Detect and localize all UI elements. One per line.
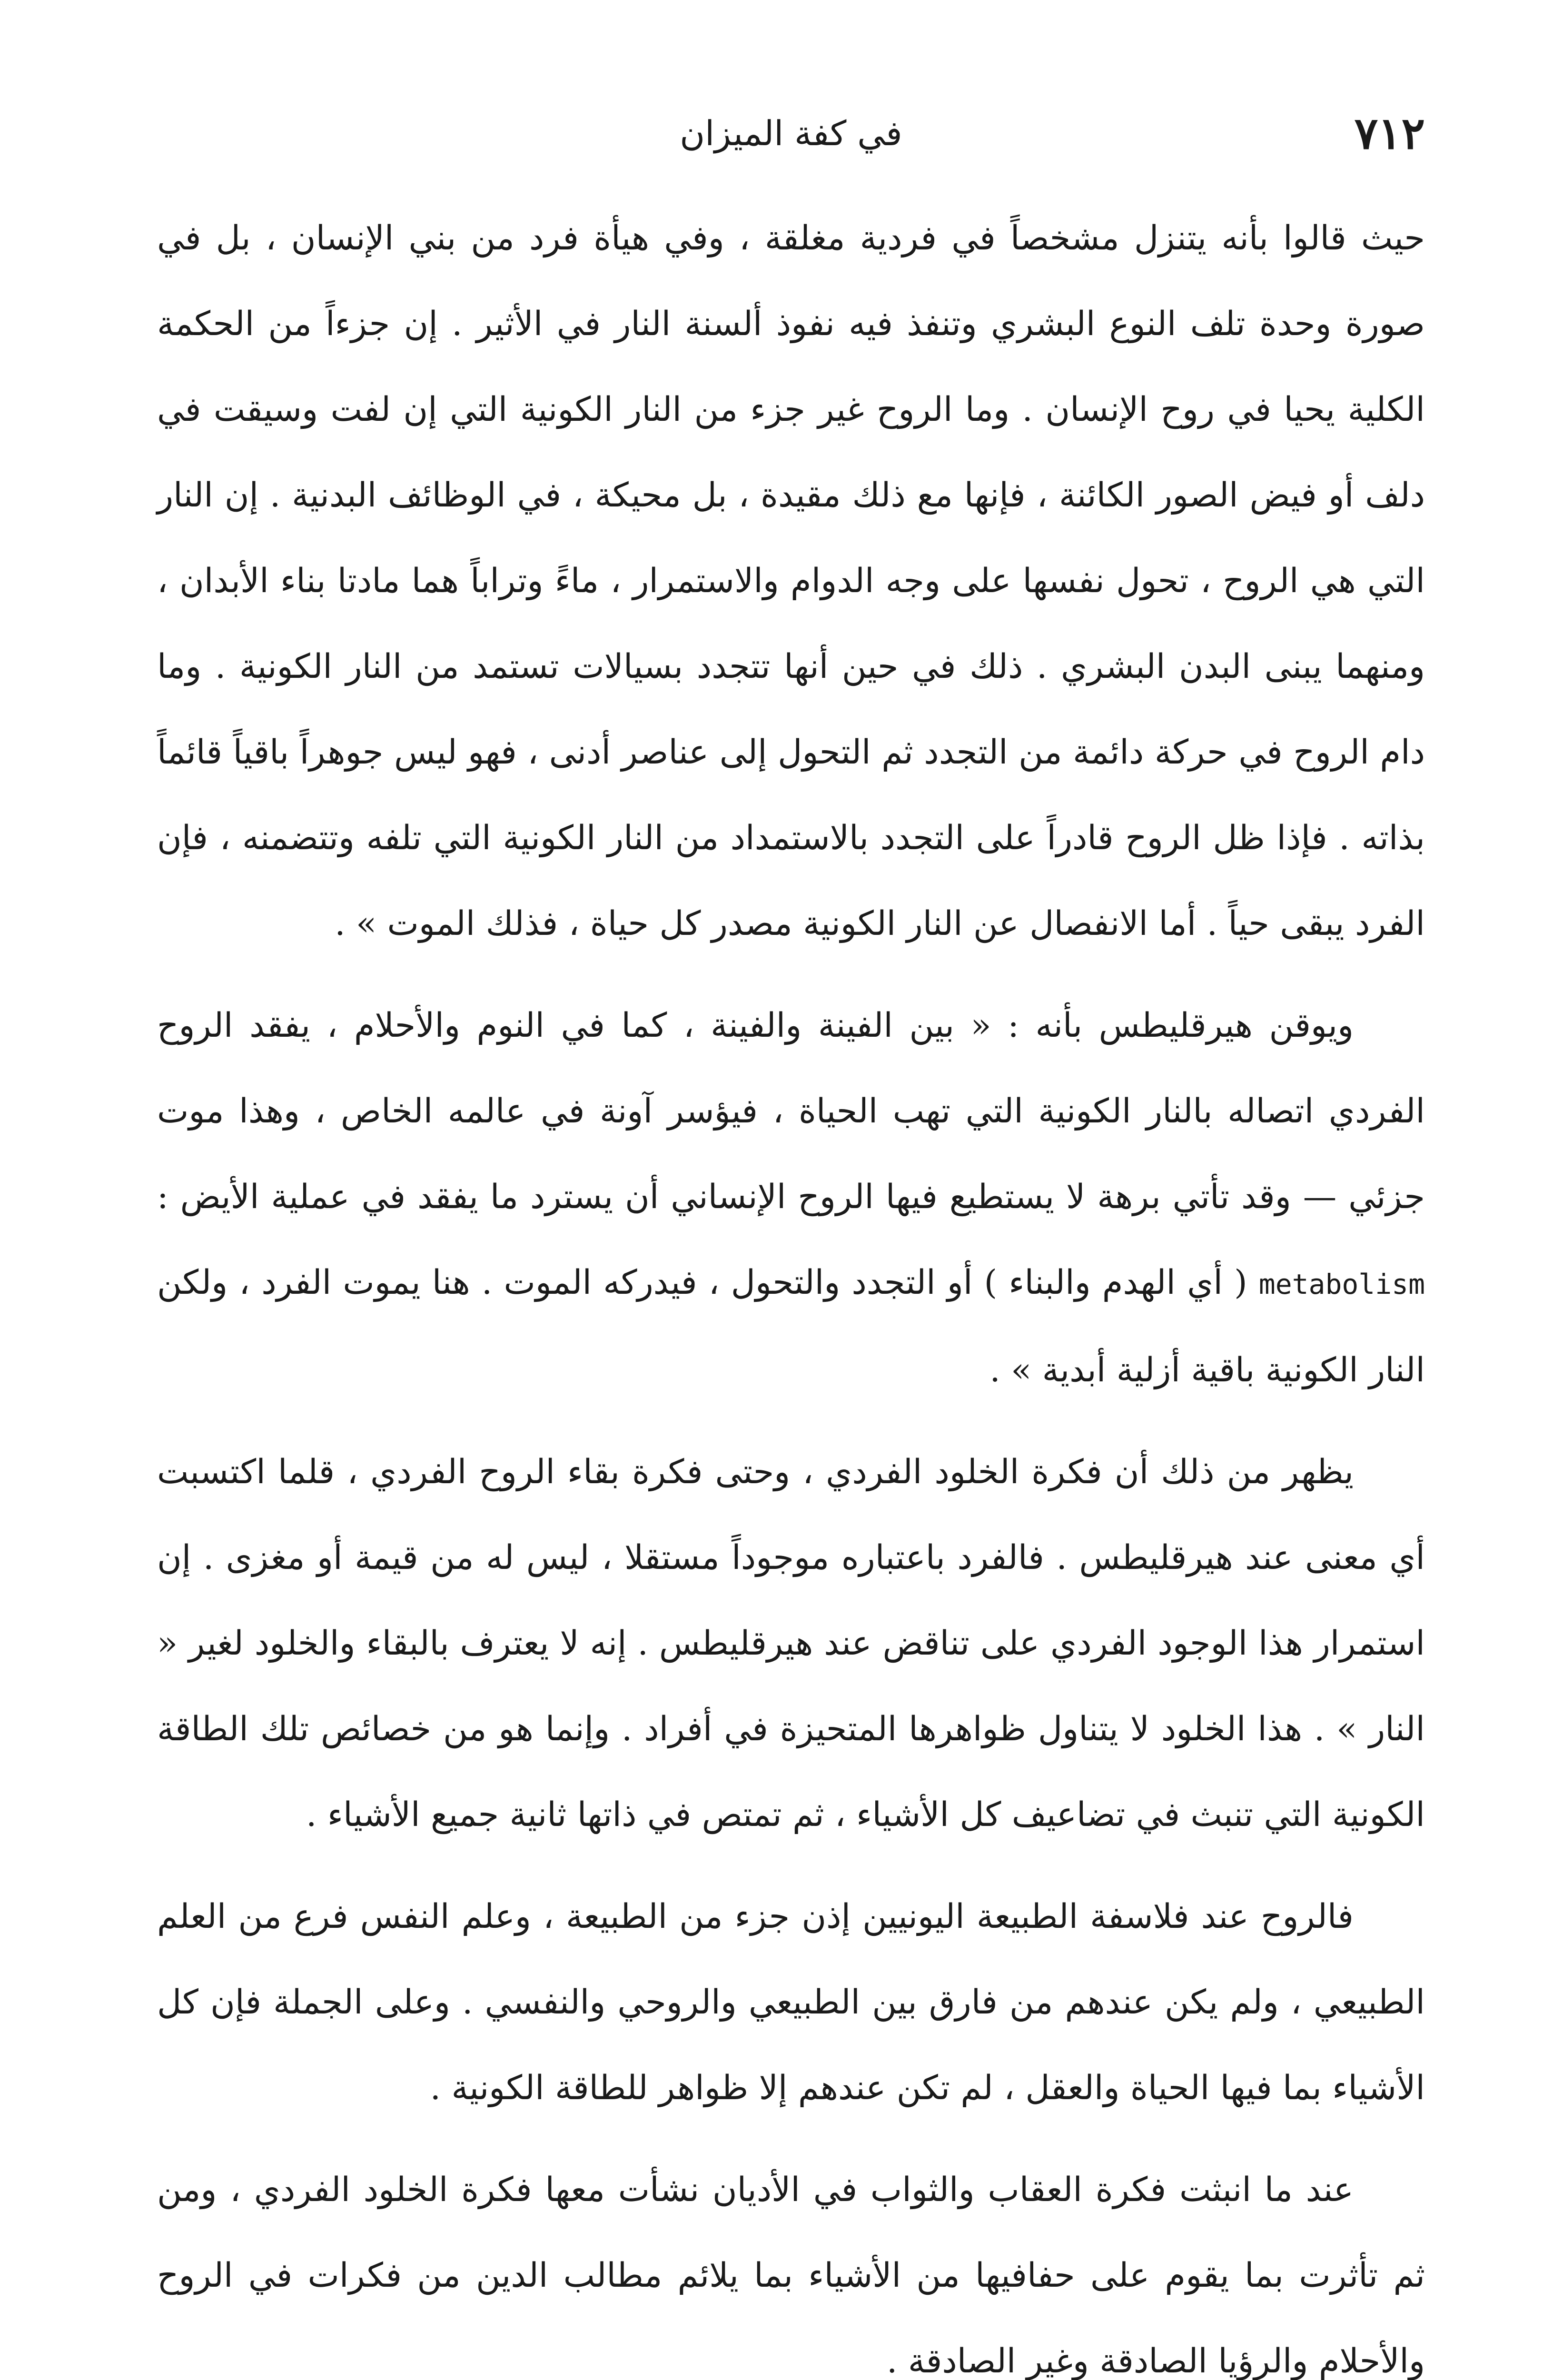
running-title: في كفة الميزان — [680, 113, 902, 153]
latin-term: metabolism — [1258, 1268, 1425, 1300]
paragraph-2-text-after: ( أي الهدم والبناء ) أو التجدد والتحول ، فيدركه الموت . هنا يموت الفرد ، ولكن النار الكونية باقية أزلية أبدية » . — [157, 1263, 1425, 1389]
paragraph-1: حيث قالوا بأنه يتنزل مشخصاً في فردية مغلقة ، وفي هيأة فرد من بني الإنسان ، بل في صورة وحدة تلف النوع البشري وتنفذ فيه نفوذ ألسنة النار في الأثير . إن جزءاً من الحكمة الكلية يحيا في روح الإنسان . وما الروح غير جزء من النار الكونية التي إن لفت وسيقت في دلف أو فيض الصور الكائنة ، فإنها مع ذلك مقيدة ، بل محيكة ، في الوظائف البدنية . إن النار التي هي الروح ، تحول نفسها على وجه الدوام والاستمرار ، ماءً وتراباً هما مادتا بناء الأبدان ، ومنهما يبنى البدن البشري . ذلك في حين أنها تتجدد بسيالات تستمد من النار الكونية . وما دام الروح في حركة دائمة من التجدد ثم التحول إلى عناصر أدنى ، فهو ليس جوهراً باقياً قائماً بذاته . فإذا ظل الروح قادراً على التجدد بالاستمداد من النار الكونية التي تلفه وتتضمنه ، فإن الفرد يبقى حياً . أما الانفصال عن النار الكونية مصدر كل حياة ، فذلك الموت » . — [157, 218, 1425, 943]
paragraph-5: عند ما انبثت فكرة العقاب والثواب في الأديان نشأت معها فكرة الخلود الفردي ، ومن ثم تأثرت بما يقوم على حفافيها من الأشياء بما يلائم مطالب الدين من فكرات في الروح والأحلام والرؤيا الصادقة وغير الصادقة . — [157, 2170, 1425, 2380]
page-body — [157, 195, 1425, 2380]
paragraph-3: يظهر من ذلك أن فكرة الخلود الفردي ، وحتى فكرة بقاء الروح الفردي ، قلما اكتسبت أي معنى عند هيرقليطس . فالفرد باعتباره موجوداً مستقلا ، ليس له من قيمة أو مغزى . إن استمرار هذا الوجود الفردي على تناقض عند هيرقليطس . إنه لا يعترف بالبقاء والخلود لغير « النار » . هذا الخلود لا يتناول ظواهرها المتحيزة في أفراد . وإنما هو من خصائص تلك الطاقة الكونية التي تنبث في تضاعيف كل الأشياء ، ثم تمتص في ذاتها ثانية جميع الأشياء . — [157, 1452, 1425, 1834]
page-header — [157, 102, 1425, 164]
paragraph-2-text-before: ويوقن هيرقليطس بأنه : « بين الفينة والفينة ، كما في النوم والأحلام ، يفقد الروح الفردي اتصاله بالنار الكونية التي تهب الحياة ، فيؤسر آونة في عالمه الخاص ، وهذا موت جزئي — وقد تأتي برهة لا يستطيع فيها الروح الإنساني أن يسترد ما يفقد في عملية الأيض : — [157, 1006, 1425, 1216]
page-number: ٧١٢ — [1354, 108, 1425, 159]
paragraph-2 — [157, 982, 1425, 1413]
paragraph-4: فالروح عند فلاسفة الطبيعة اليونيين إذن جزء من الطبيعة ، وعلم النفس فرع من العلم الطبيعي ، ولم يكن عندهم من فارق بين الطبيعي والروحي والنفسي . وعلى الجملة فإن كل الأشياء بما فيها الحياة والعقل ، لم تكن عندهم إلا ظواهر للطاقة الكونية . — [157, 1897, 1425, 2107]
